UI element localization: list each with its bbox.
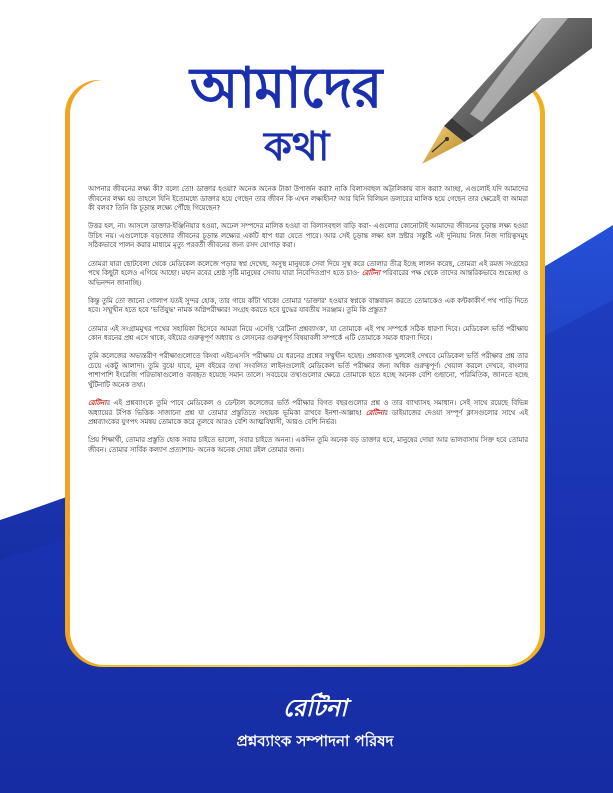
article-body [88, 185, 528, 650]
paragraph-5: তোমার এই সংগ্রামমুখর পথের সহায়িকা হিসেবে আমরা নিয়ে এসেছি 'রেটিনা প্রশ্নব্যাংক', যা তোমাকে এই পথ সম্পর্কে সঠিক ধারণা দিবে। মেডিকেল ভর্তি পরীক্ষায় কোন ধরনের প্রশ্ন এসে থাকে, বইয়ের গুরুত্বপূর্ণ অধ্যায় ও লেসনের গুরুত্বপূর্ণ বিষয়াবলী সম্পর্কে এটি তোমাকে সম্যক ধারণা দিবে। [88, 324, 528, 343]
brand-inline: রেটিনা [365, 408, 385, 417]
paragraph-3-text-b: পরিবারের পক্ষ থেকে তাদের আন্তরিকভাবে শুভেচ্ছা ও অভিনন্দন জানাচ্ছি। [88, 269, 528, 287]
paragraph-7-text-a: র এই প্রশ্নব্যাংকে তুমি পাবে মেডিকেল ও ডেন্টাল কলেজের ভর্তি পরীক্ষার বিগত বছরগুলোর প্রশ্ন ও তার ব্যাখ্যাসহ সমাধান। সেই সাথে রয়েছে বিভিন্ন অধ্যায়ের টপিক ভিত্তিক সাজানো প্রশ্ন যা তোমার প্রস্তুতিতে সহায়ক ভূমিকা রাখবে ইনশা-আল্লাহ! [88, 399, 528, 417]
paragraph-2: উত্তর হল, না। আসলে ডাক্তার-ইঞ্জিনিয়ার হওয়া, অঢেল সম্পদের মালিক হওয়া বা বিলাসবহুল বাড়ি করা- এগুলোর কোনোটাই আমাদের জীবনের চূড়ান্ত লক্ষ্য হওয়া উচিৎ নয়। এগুলোকে বড়জোর জীবনের চূড়ান্ত লক্ষ্যের একটি ধাপ ধরা যেতে পারে। আর সেই চূড়ান্ত লক্ষ্য হল স্রষ্টার সন্তুষ্টি এই দুনিয়ায় নিজ নিজ দায়িত্বসমূহ সঠিকভাবে পালন করার মাধ্যমে মৃত্যু পরবর্তী জীবনের জন্য রসদ যোগাড় করা। [88, 222, 528, 250]
brand-inline: রেটিনা [361, 269, 381, 278]
paragraph-7 [88, 399, 528, 428]
paragraph-3-text-a: তোমরা যারা ছোটবেলা থেকে মেডিকেল কলেজে পড়ার স্বপ্ন দেখেছ, অসুস্থ মানুষকে সেবা দিয়ে সুস্থ করে তোলার তীব্র ইচ্ছে লালন করেছ, তোমরা এই রমজ সংগ্রহের পথে কিছুটা হলেও এগিয়ে আছো। মহান রবের শ্রেষ্ঠ সৃষ্টি মানুষের সেবায় যারা নিবেদিতপ্রাণ হতে চাও- [88, 259, 528, 278]
paragraph-1: আপনার জীবনের লক্ষ্য কী? বলো তো! ডাক্তার হওয়া? অনেক অনেক টাকা উপার্জন করা? নাকি বিলাসবহুল অট্টালিকায় বাস করা? আচ্ছা, এগুলোই যদি আমাদের জীবনের লক্ষ্য হয় তাহলে যিনি ইতোমধ্যে ডাক্তার হয়ে গেছেন তার জীবন কি এখন লক্ষ্যহীন? আর যিনি বিলিয়ন ডলারের মালিক হয়ে গেছেন তার ক্ষেত্রেই বা আমরা কী বলব? তিনি কি চূড়ান্ত লক্ষ্যে পৌঁছে গিয়েছেন? [88, 185, 528, 213]
paragraph-4: কিন্তু তুমি তো জানো গোলাপ যতই সুন্দর হোক, তার গায়ে কাঁটা থাকে! তোমার 'ডাক্তার' হওয়ার স্বপ্নকে বাস্তবায়ন করতে তোমাকেও এক কন্টকাকীর্ণ পথ পাড়ি দিতে হবে। সম্মুখীন হতে হবে 'ভর্তিযুদ্ধ' নামক অগ্নিপরীক্ষার! সংগ্রহ করতে হবে যুদ্ধের যাবতীয় সরঞ্জাম। তুমি কি প্রস্তুত? [88, 296, 528, 315]
paragraph-6: তুমি কলেজের অভ্যন্তরীণ পরীক্ষাগুলোতে কিংবা এইচএসসি পরীক্ষায় যে ধরনের প্রশ্নের সম্মুখীন হয়েছ। প্রশ্নব্যাংক খুললেই দেখবে মেডিকেল ভর্তি পরীক্ষার প্রশ্ন তার চেয়ে একটু আলাদা। তুমি বুঝে যাবে, মূল বইয়ের তথ্য সংবলিত লাইনগুলোই মেডিকেল ভর্তি পরীক্ষার জন্য অধিক গুরুত্বপূর্ণ। খেয়াল করলে দেখবে, বাংলার পাশাপাশি ইংরেজি পরিভাষাগুলোও ব্যবহৃত হয়েছে সমান তালে। সবচেয়ে তথ্যগুলোর ক্ষেত্রে তোমাকে হতে হচ্ছে অনেক বেশি গুছানো, পরিমিতিক, জানতে হচ্ছে খুঁটিনাটি অনেক তথ্য। [88, 352, 528, 389]
paragraph-8: প্রিয় শিক্ষার্থী, তোমার প্রস্তুতি হোক সবার চাইতে ভালো, সবার চাইতে অনন্য। একদিন তুমি অনেক বড় ডাক্তার হবে, মানুষের দোয়া আর ভালবাসায় সিক্ত হবে তোমার জীবন। তোমার সার্বিক কল্যাণ প্রত্যাশায়- অনেক অনেক দোয়া রইল তোমার জন্য। [88, 436, 528, 454]
page-subtitle: কথা [264, 123, 330, 170]
page-title: আমাদের [190, 55, 382, 121]
paragraph-3 [88, 260, 528, 289]
brand-inline: রেটিনা [88, 399, 107, 408]
footer-department: প্রশ্নব্যাংক সম্পাদনা পরিষদ [236, 732, 394, 750]
paragraph-7-text-b: র ডাইয়াজের দেওয়া সম্পূর্ণ ক্লাসগুলোর সাথে এই প্রশ্নব্যাংকের যুগপৎ সমন্বয় তোমাকে করে তুলবে আরও বেশি আত্মবিশ্বাসী, আরও বেশি নির্ভর। [88, 408, 528, 427]
footer-logo: রেটিনা [282, 694, 348, 722]
